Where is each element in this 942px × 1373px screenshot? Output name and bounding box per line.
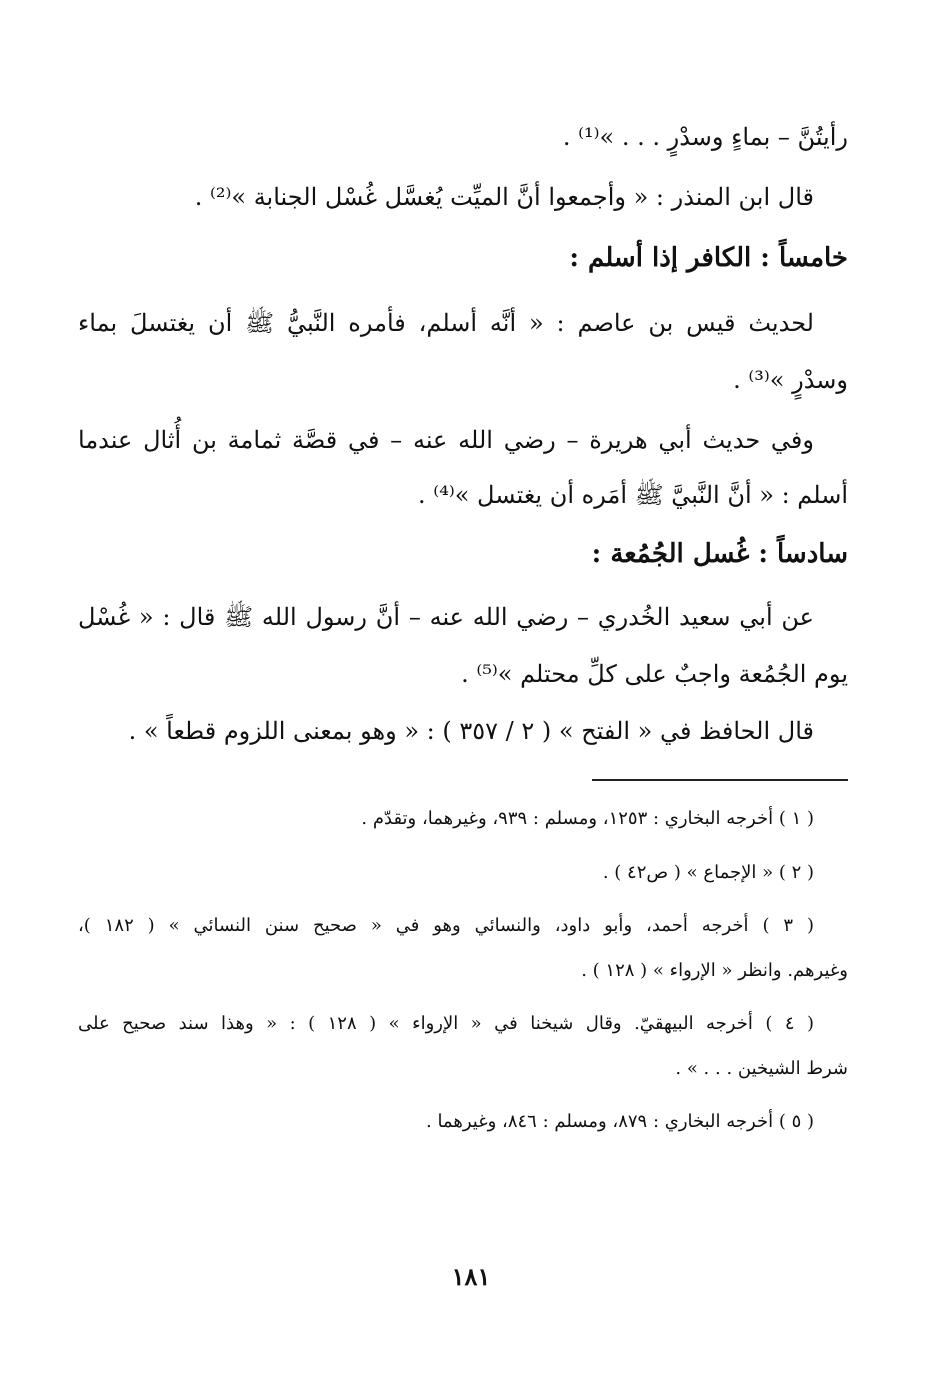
section-heading: سادساً : غُسل الجُمُعة : <box>591 539 848 569</box>
footnote: شرط الشيخين . . . » . <box>675 1058 848 1079</box>
body-line: وسدْرٍ »⁽³⁾ . <box>733 366 848 394</box>
body-line: يوم الجُمُعة واجبٌ على كلِّ محتلم »⁽⁵⁾ . <box>461 660 848 688</box>
body-line: قال ابن المنذر : « وأجمعوا أنَّ الميِّت يُغسَّل غُسْل الجنابة »⁽²⁾ . <box>194 183 814 211</box>
body-line: لحديث قيس بن عاصم : « أنَّه أسلم، فأمره النَّبيُّ ﷺ أن يغتسلَ بماء <box>78 309 814 337</box>
footnote-separator <box>592 779 848 781</box>
body-line: رأيتُنَّ – بماءٍ وسدْرٍ . . . »⁽¹⁾ . <box>562 123 848 151</box>
footnote: ( ٥ ) أخرجه البخاري : ٨٧٩، ومسلم : ٨٤٦، وغيرهما . <box>426 1111 814 1132</box>
page-number: ١٨١ <box>451 1262 491 1291</box>
footnote: ( ٣ ) أخرجه أحمد، وأبو داود، والنسائي وهو في « صحيح سنن النسائي » ( ١٨٢ )، <box>78 915 814 936</box>
section-heading: خامساً : الكافر إذا أسلم : <box>569 243 848 273</box>
footnote: ( ٢ ) « الإجماع » ( ص٤٢ ) . <box>602 862 814 883</box>
footnote: وغيرهم. وانظر « الإرواء » ( ١٢٨ ) . <box>581 960 848 981</box>
body-line: أسلم : « أنَّ النَّبيَّ ﷺ أمَره أن يغتسل »⁽⁴⁾ . <box>418 481 848 509</box>
footnote: ( ٤ ) أخرجه البيهقيّ. وقال شيخنا في « الإرواء » ( ١٢٨ ) : « وهذا سند صحيح على <box>78 1013 815 1034</box>
body-line: قال الحافظ في « الفتح » ( ٢ / ٣٥٧ ) : « وهو بمعنى اللزوم قطعاً » . <box>128 717 814 745</box>
body-line: وفي حديث أبي هريرة – رضي الله عنه – في قصَّة ثمامة بن أُثال عندما <box>78 426 814 454</box>
body-line: عن أبي سعيد الخُدري – رضي الله عنه – أنَّ رسول الله ﷺ قال : « غُسْل <box>78 603 814 631</box>
footnote: ( ١ ) أخرجه البخاري : ١٢٥٣، ومسلم : ٩٣٩، وغيرهما، وتقدّم . <box>361 808 814 829</box>
